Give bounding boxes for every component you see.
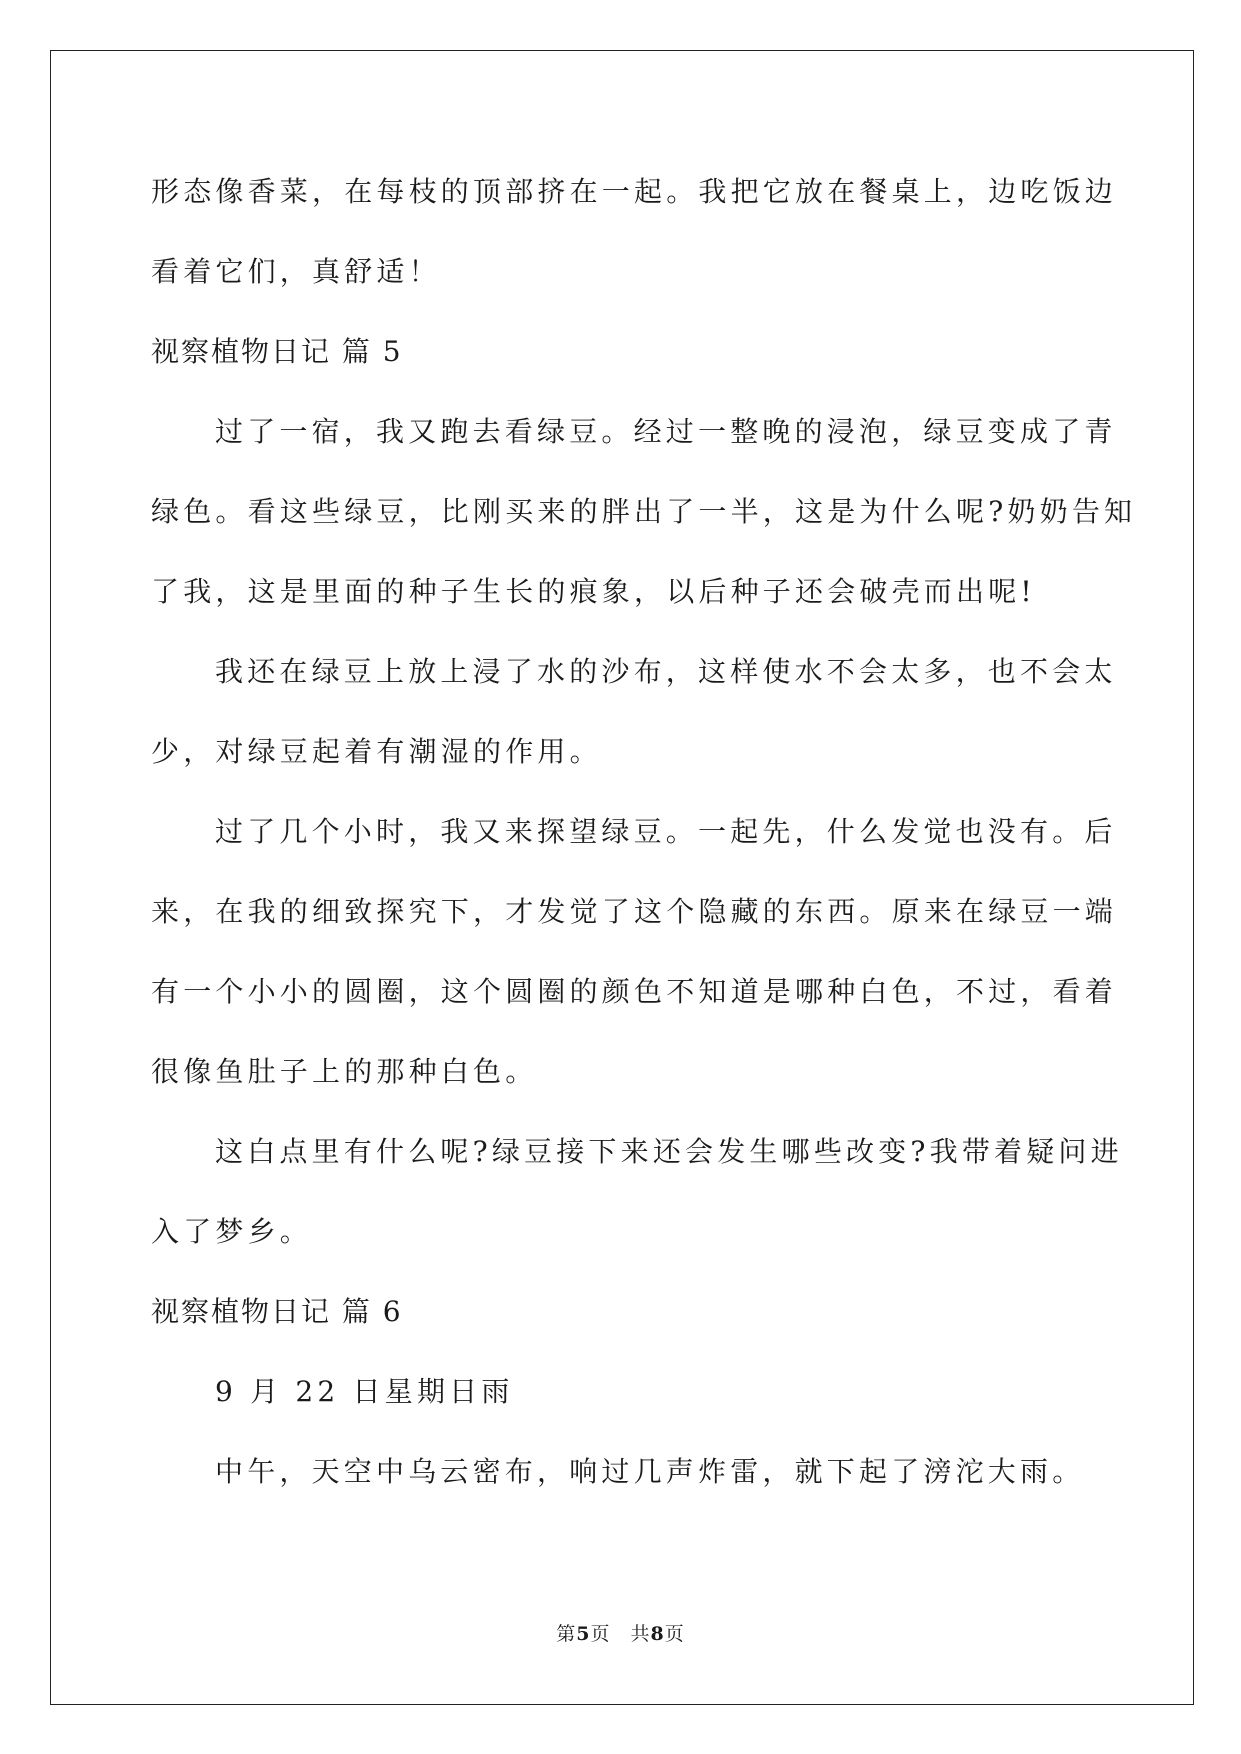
paragraph-line: 过了几个小时，我又来探望绿豆。一起先，什么发觉也没有。后 (215, 815, 1117, 848)
paragraph-line: 绿色。看这些绿豆，比刚买来的胖出了一半，这是为什么呢?奶奶告知 (151, 495, 1137, 528)
paragraph-line: 我还在绿豆上放上浸了水的沙布，这样使水不会太多，也不会太 (215, 655, 1117, 688)
section-heading: 视察植物日记 篇 6 (151, 1295, 403, 1328)
paragraph-line: 中午，天空中乌云密布，响过几声炸雷，就下起了滂沱大雨。 (215, 1455, 1085, 1488)
paragraph-line: 很像鱼肚子上的那种白色。 (151, 1055, 538, 1088)
paragraph-line: 有一个小小的圆圈，这个圆圈的颜色不知道是哪种白色，不过，看着 (151, 975, 1118, 1008)
paragraph-line: 入了梦乡。 (151, 1215, 313, 1248)
paragraph-line: 少，对绿豆起着有潮湿的作用。 (151, 735, 602, 768)
footer-middle: 页 共 (590, 1623, 651, 1645)
paragraph-line: 过了一宿，我又跑去看绿豆。经过一整晚的浸泡，绿豆变成了青 (215, 415, 1117, 448)
paragraph-line: 来，在我的细致探究下，才发觉了这个隐藏的东西。原来在绿豆一端 (151, 895, 1118, 928)
footer-prefix: 第 (556, 1623, 577, 1645)
section-heading: 视察植物日记 篇 5 (151, 335, 403, 368)
date-line: 9 月 22 日星期日雨 (215, 1375, 514, 1408)
page-footer (0, 1622, 1241, 1646)
total-pages-number: 8 (650, 1623, 665, 1645)
paragraph-line: 了我，这是里面的种子生长的痕象，以后种子还会破壳而出呢! (151, 575, 1036, 608)
footer-suffix: 页 (664, 1623, 685, 1645)
current-page-number: 5 (576, 1623, 591, 1645)
paragraph-line: 看着它们，真舒适！ (151, 255, 441, 288)
paragraph-line: 形态像香菜，在每枝的顶部挤在一起。我把它放在餐桌上，边吃饭边 (151, 175, 1118, 208)
paragraph-line: 这白点里有什么呢?绿豆接下来还会发生哪些改变?我带着疑问进 (215, 1135, 1123, 1168)
